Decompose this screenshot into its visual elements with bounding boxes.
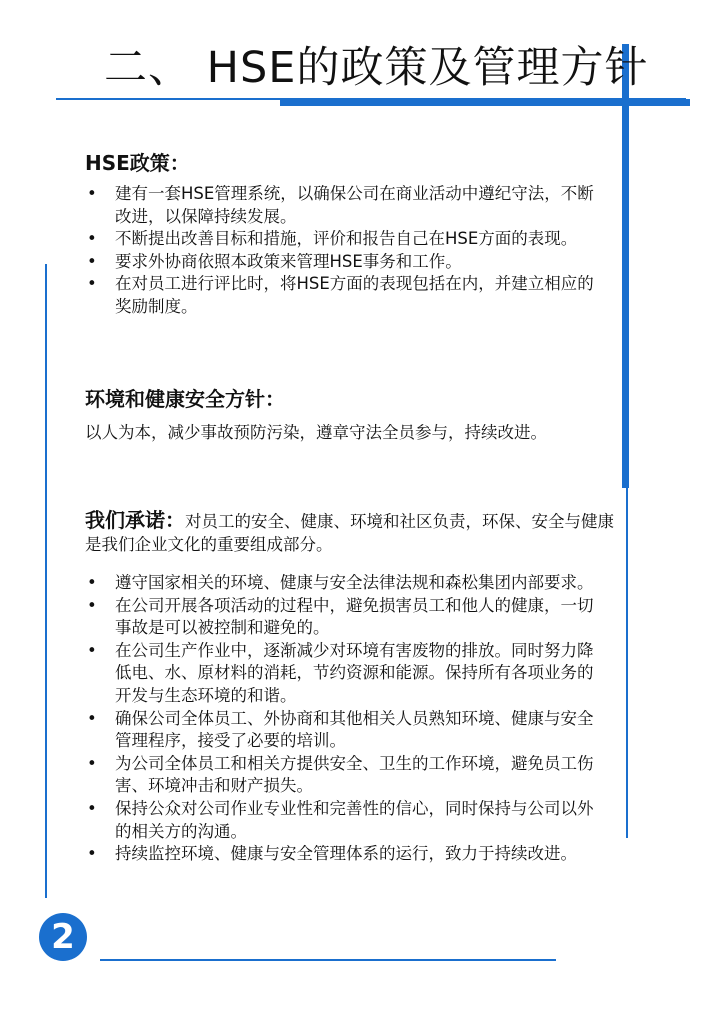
hse-policy-heading: HSE政策：: [85, 151, 190, 175]
list-item: • 为公司全体员工和相关方提供安全、卫生的工作环境，避免员工伤害、环境冲击和财产损失。: [85, 753, 595, 798]
commitment-intro: [85, 509, 615, 556]
list-item: • 要求外协商依照本政策来管理HSE事务和工作。: [85, 251, 610, 274]
commitment-list: [85, 572, 595, 866]
page-number-badge: 2: [39, 913, 87, 961]
list-item: • 在公司生产作业中，逐渐减少对环境有害废物的排放。同时努力降低电、水、原材料的消耗，节约资源和能源。保持所有各项业务的开发与生态环境的和谐。: [85, 640, 595, 708]
list-item: • 在对员工进行评比时，将HSE方面的表现包括在内，并建立相应的奖励制度。: [85, 273, 610, 318]
env-policy-heading: 环境和健康安全方针：: [85, 387, 285, 411]
commitment-heading: 我们承诺：: [85, 508, 185, 532]
list-item: • 不断提出改善目标和措施，评价和报告自己在HSE方面的表现。: [85, 228, 610, 251]
page-title: 二、 HSE的政策及管理方针: [104, 43, 649, 93]
list-item: • 建有一套HSE管理系统，以确保公司在商业活动中遵纪守法，不断改进，以保障持续发展。: [85, 183, 610, 228]
bottom-rule: [100, 959, 556, 961]
list-item: • 在公司开展各项活动的过程中，避免损害员工和他人的健康，一切事故是可以被控制和避免的。: [85, 595, 595, 640]
env-policy-text: 以人为本，减少事故预防污染，遵章守法全员参与，持续改进。: [85, 423, 547, 442]
right-vertical-thick: [622, 44, 629, 488]
list-item: • 确保公司全体员工、外协商和其他相关人员熟知环境、健康与安全管理程序，接受了必要的培训。: [85, 708, 595, 753]
list-item: • 保持公众对公司作业专业性和完善性的信心，同时保持与公司以外的相关方的沟通。: [85, 798, 595, 843]
left-vertical-line: [45, 264, 47, 898]
list-item: • 遵守国家相关的环境、健康与安全法律法规和森松集团内部要求。: [85, 572, 595, 595]
right-vertical-thin: [626, 488, 628, 838]
commitment-intro-text: 对员工的安全、健康、环境和社区负责，环保、安全与健康是我们企业文化的重要组成部分。: [85, 512, 614, 554]
hse-policy-list: [85, 183, 610, 319]
list-item: • 持续监控环境、健康与安全管理体系的运行，致力于持续改进。: [85, 843, 595, 866]
